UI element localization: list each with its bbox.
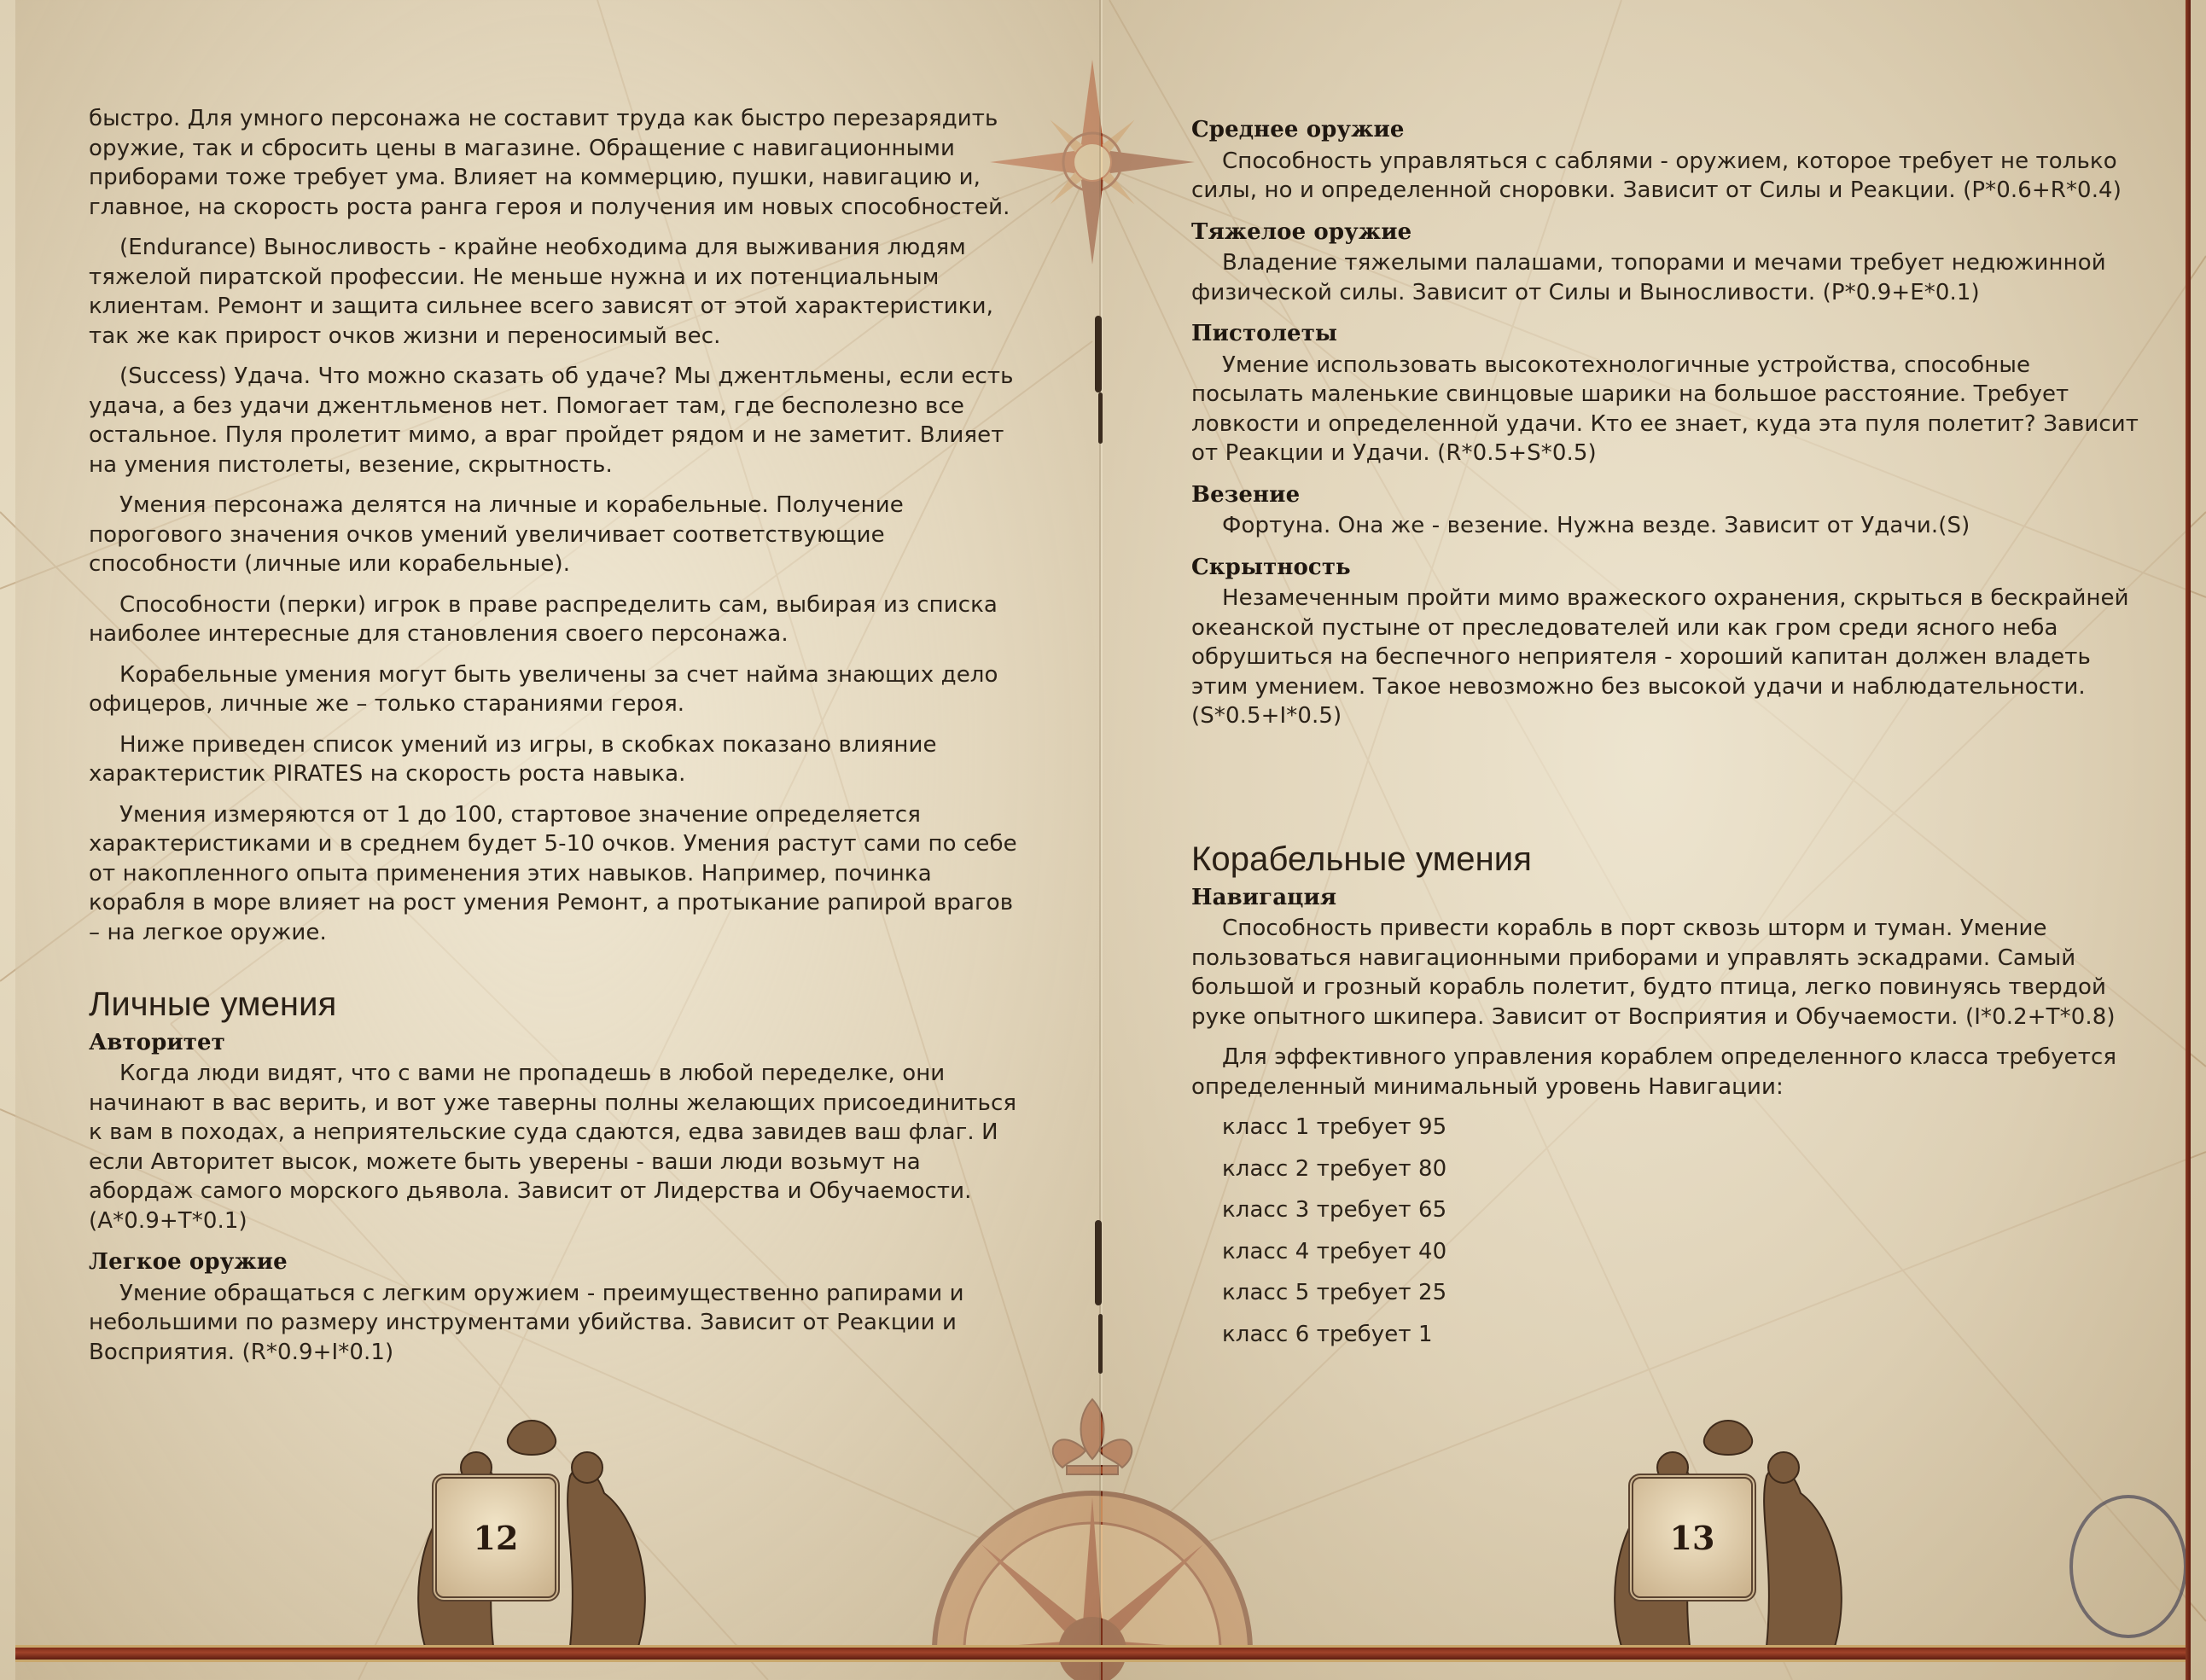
binding-stitch [1098, 392, 1103, 444]
section-title-personal-skills: Личные умения [89, 985, 337, 1023]
binding-stitch [1095, 316, 1102, 392]
skill-description: Способность управляться с саблями - оружием, которое требует не только силы, но и определенной сноровки. Зависит от Силы и Реакции. (P*0.6+R*0.4) [1191, 148, 2122, 203]
left-page-body [89, 104, 1027, 958]
binding-stitch [1098, 1314, 1103, 1374]
class-requirement: класс 3 требует 65 [1222, 1197, 1447, 1223]
skill-entry-heavy-weapon [1191, 218, 2147, 308]
page-number-left: 12 [432, 1474, 560, 1602]
skill-name: Легкое оружие [89, 1249, 288, 1275]
library-stamp [2069, 1495, 2187, 1638]
personal-skills-section [89, 985, 1027, 1379]
skill-entry-authority [89, 1028, 1027, 1236]
skill-entry-pistols [1191, 319, 2147, 468]
class-requirement: класс 6 требует 1 [1222, 1321, 1433, 1347]
skill-description: Умение использовать высокотехнологичные устройства, способные посылать маленькие свинцовые шарики на большое расстояние. Требует ловкости и определенной удачи. Кто ее знает, куда эта пуля полетит? Зависит от Реакции и Удачи. (R*0.5+S*0.5) [1191, 352, 2139, 466]
skill-description: Умение обращаться с легким оружием - преимущественно рапирами и небольшими по размеру инструментами убийства. Зависит от Реакции и Восприятия. (R*0.9+I*0.1) [89, 1280, 964, 1365]
skill-entry-light-weapon [89, 1247, 1027, 1367]
class-requirement: класс 5 требует 25 [1222, 1280, 1447, 1305]
skill-description: Владение тяжелыми палашами, топорами и мечами требует недюжинной физической силы. Зависит от Силы и Выносливости. (P*0.9+E*0.1) [1191, 250, 2106, 305]
skill-entry-stealth [1191, 553, 2147, 731]
skill-name: Пистолеты [1191, 321, 1338, 346]
skill-name: Везение [1191, 481, 1301, 508]
paragraph: Ниже приведен список умений из игры, в скобках показано влияние характеристик PIRATES на скорость роста навыка. [89, 731, 937, 787]
section-title-ship-skills: Корабельные умения [1191, 840, 1532, 878]
paragraph: Способности (перки) игрок в праве распределить сам, выбирая из списка наиболее интересные для становления своего персонажа. [89, 591, 998, 647]
navigation-note: Для эффективного управления кораблем определенного класса требуется определенный минимальный уровень Навигации: [1191, 1044, 2117, 1100]
paragraph: (Success) Удача. Что можно сказать об удаче? Мы джентльмены, если есть удача, а без удачи джентльменов нет. Помогает там, где бесполезно все остальное. Пуля пролетит мимо, а враг пройдет рядом и не заметит. Влияет на умения пистолеты, везение, скрытность. [89, 363, 1014, 478]
paragraph: быстро. Для умного персонажа не составит труда как быстро перезарядить оружие, так и сбросить цены в магазине. Обращение с навигационными приборами тоже требует ума. Влияет на коммерцию, пушки, навигацию и, главное, на скорость роста ранга героя и получения им новых способностей. [89, 106, 1010, 220]
page-border-right [2186, 0, 2191, 1680]
paragraph: Умения персонажа делятся на личные и корабельные. Получение порогового значения очков умений увеличивает соответствующие способности (личные или корабельные). [89, 492, 904, 577]
skill-name: Среднее оружие [1191, 117, 1405, 142]
paragraph: (Endurance) Выносливость - крайне необходима для выживания людям тяжелой пиратской профессии. Не меньше нужна и их потенциальным клиентам. Ремонт и защита сильнее всего зависят от этой характеристики, так же как прирост очков жизни и переносимый вес. [89, 235, 993, 349]
binding-stitch [1095, 1220, 1102, 1305]
page-number-right: 13 [1628, 1474, 1756, 1602]
page-left [15, 0, 1101, 1680]
paragraph: Умения измеряются от 1 до 100, стартовое значение определяется характеристиками и в среднем будет 5-10 очков. Умения растут сами по себе от накопленного опыта применения этих навыков. Например, починка корабля в море влияет на рост умения Ремонт, а протыкание рапирой врагов – на легкое оружие. [89, 801, 1017, 945]
skill-name: Авторитет [89, 1029, 225, 1055]
skill-name: Скрытность [1191, 554, 1351, 580]
skill-name: Навигация [1191, 884, 1337, 910]
skill-description: Фортуна. Она же - везение. Нужна везде. Зависит от Удачи.(S) [1222, 513, 1970, 538]
class-requirement: класс 1 требует 95 [1222, 1114, 1447, 1140]
skill-name: Тяжелое оружие [1191, 218, 1412, 245]
class-requirement: класс 4 требует 40 [1222, 1238, 1447, 1264]
paragraph: Корабельные умения могут быть увеличены за счет найма знающих дело офицеров, личные же – только стараниями героя. [89, 661, 998, 717]
skill-entry-medium-weapon [1191, 115, 2147, 206]
ship-skills-section [1191, 840, 2147, 1361]
skill-description: Незамеченным пройти мимо вражеского охранения, скрыться в бескрайней океанской пустыне от преследователей или как гром среди ясного неба обрушиться на беспечного неприятеля - хороший капитан должен владеть этим умением. Такое невозможно без высокой удачи и наблюдательности. (S*0.5+I*0.5) [1191, 585, 2129, 729]
right-page-skills [1191, 115, 2147, 743]
skill-description: Способность привести корабль в порт сквозь шторм и туман. Умение пользоваться навигационными приборами и управлять эскадрами. Самый большой и грозный корабль полетит, будто птица, легко повинуясь твердой руке опытного шкипера. Зависит от Восприятия и Обучаемости. (I*0.2+T*0.8) [1191, 916, 2116, 1030]
page-right [1103, 0, 2191, 1680]
page-border-bottom [15, 1645, 2191, 1662]
skill-description: Когда люди видят, что с вами не пропадешь в любой переделке, они начинают в вас верить, и вот уже таверны полны желающих присоединиться к вам в походах, а неприятельские суда сдаются, едва завидев ваш флаг. И если Авторитет высок, можете быть уверены - ваши люди возьмут на абордаж самого морского дьявола. Зависит от Лидерства и Обучаемости. (A*0.9+T*0.1) [89, 1061, 1017, 1234]
skill-entry-fortune [1191, 480, 2147, 541]
class-requirement: класс 2 требует 80 [1222, 1155, 1447, 1182]
